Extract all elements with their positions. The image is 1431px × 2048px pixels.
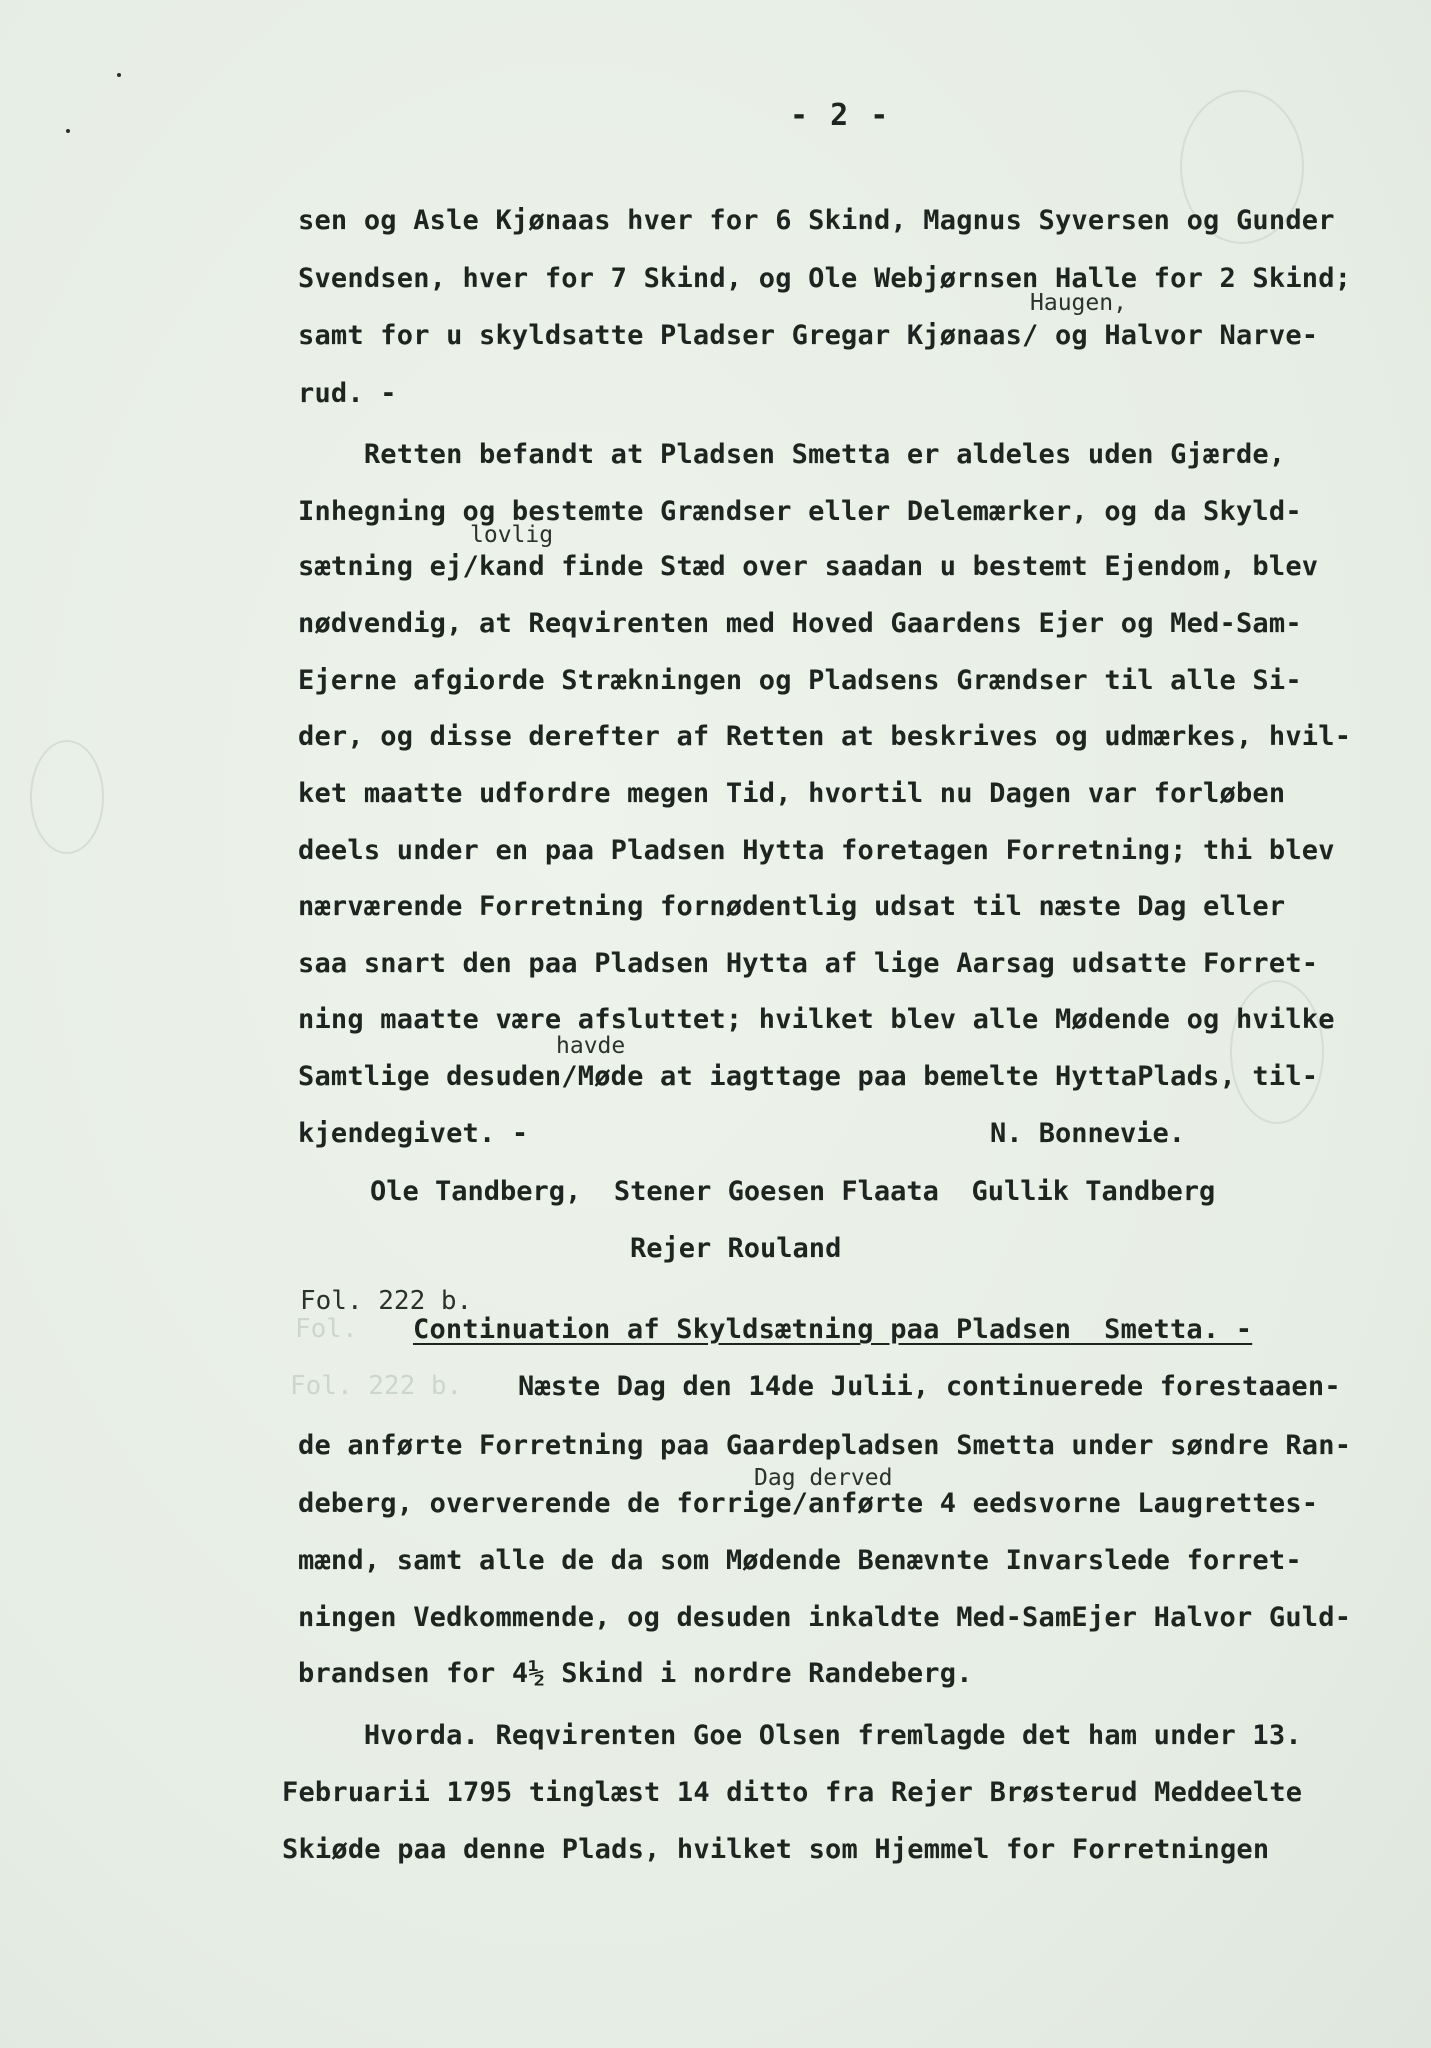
- text-line: Svendsen, hver for 7 Skind, og Ole Webjørnsen Halle for 2 Skind;: [298, 263, 1352, 294]
- text-line: der, og disse derefter af Retten at beskrives og udmærkes, hvil-: [298, 721, 1352, 752]
- witness-signature: Rejer Rouland: [630, 1233, 842, 1264]
- bleed-through-mark: [30, 740, 104, 854]
- text-line: Hvorda. Reqvirenten Goe Olsen fremlagde det ham under 13.: [298, 1720, 1302, 1751]
- text-line: deberg, oververende de forrige/anførte 4 eedsvorne Laugrettes-: [298, 1488, 1319, 1519]
- folio-ghost-note: Fol. 222 b.: [290, 1371, 463, 1401]
- text-line: kjendegivet. -: [298, 1118, 529, 1149]
- text-line: Retten befandt at Pladsen Smetta er aldeles uden Gjærde,: [298, 439, 1286, 470]
- text-line: Februarii 1795 tinglæst 14 ditto fra Rejer Brøsterud Meddeelte: [282, 1777, 1303, 1808]
- judge-signature: N. Bonnevie.: [990, 1118, 1186, 1149]
- text-line: rud. -: [298, 378, 397, 409]
- section-heading: Continuation af Skyldsætning paa Pladsen Smetta. -: [413, 1314, 1253, 1345]
- text-line: Samtlige desuden/Møde at iagttage paa bemelte HyttaPlads, til-: [298, 1061, 1319, 1092]
- interlinear-insertion: Haugen,: [1030, 290, 1127, 316]
- text-line: sætning ej/kand finde Stæd over saadan u bestemt Ejendom, blev: [298, 551, 1319, 582]
- interlinear-insertion: Dag derved: [754, 1465, 893, 1491]
- witness-signatures: Ole Tandberg, Stener Goesen Flaata Gullik Tandberg: [370, 1176, 1216, 1207]
- text-line: ning maatte være afsluttet; hvilket blev alle Mødende og hvilke: [298, 1004, 1335, 1035]
- text-line: ket maatte udfordre megen Tid, hvortil nu Dagen var forløben: [298, 778, 1286, 809]
- bleed-through-mark: [1230, 980, 1324, 1124]
- text-line: Inhegning og bestemte Grændser eller Delemærker, og da Skyld-: [298, 496, 1302, 527]
- text-line: brandsen for 4½ Skind i nordre Randeberg.: [298, 1658, 973, 1689]
- text-line: sen og Asle Kjønaas hver for 6 Skind, Magnus Syversen og Gunder: [298, 205, 1335, 236]
- text-line: ningen Vedkommende, og desuden inkaldte Med-SamEjer Halvor Guld-: [298, 1602, 1352, 1633]
- folio-margin-note: Fol. 222 b.: [300, 1286, 473, 1316]
- text-line: deels under en paa Pladsen Hytta foretagen Forretning; thi blev: [298, 835, 1335, 866]
- text-line: samt for u skyldsatte Pladser Gregar Kjønaas/ og Halvor Narve-: [298, 320, 1319, 351]
- text-line: saa snart den paa Pladsen Hytta af lige Aarsag udsatte Forret-: [298, 948, 1319, 979]
- text-line: de anførte Forretning paa Gaardepladsen Smetta under søndre Ran-: [298, 1430, 1352, 1461]
- text-line: nødvendig, at Reqvirenten med Hoved Gaardens Ejer og Med-Sam-: [298, 608, 1302, 639]
- ink-speck: [117, 73, 121, 77]
- text-line: Ejerne afgiorde Strækningen og Pladsens Grændser til alle Si-: [298, 665, 1302, 696]
- text-line: Næste Dag den 14de Julii, continuerede forestaaen-: [518, 1371, 1341, 1402]
- page-number: - 2 -: [790, 98, 891, 133]
- text-line: nærværende Forretning fornødentlig udsat til næste Dag eller: [298, 891, 1286, 922]
- folio-ghost-note: Fol.: [295, 1314, 358, 1344]
- ink-speck: [66, 129, 70, 133]
- text-line: mænd, samt alle de da som Mødende Benævnte Invarslede forret-: [298, 1545, 1302, 1576]
- interlinear-insertion: lovlig: [470, 522, 554, 548]
- text-line: Skiøde paa denne Plads, hvilket som Hjemmel for Forretningen: [282, 1834, 1270, 1865]
- interlinear-insertion: havde: [556, 1033, 626, 1059]
